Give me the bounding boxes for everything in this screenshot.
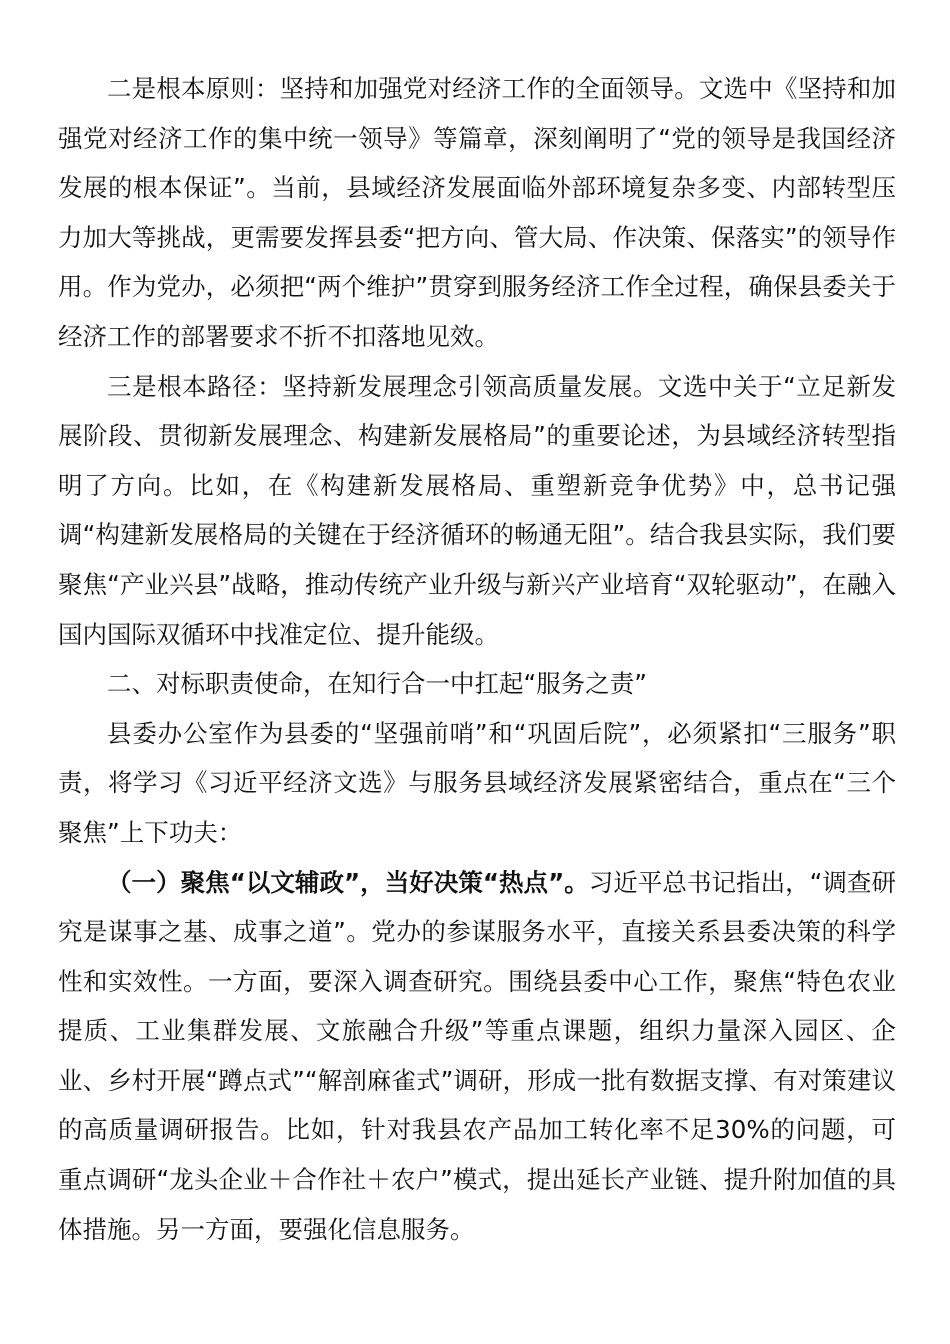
focus-one-lead: （一）聚焦“以文辅政”，当好决策“热点”。 [107, 867, 589, 897]
paragraph-path-text: 三是根本路径：坚持新发展理念引领高质量发展。文选中关于“立足新发展阶段、贯彻新发展理念、构建新发展格局”的重要论述，为县域经济转型指明了方向。比如，在《构建新发展格局、重塑新竞争优势》中，总书记强调“构建新发展格局的关键在于经济循环的畅通无阻”。结合我县实际，我们要聚焦“产业兴县”战略，推动传统产业升级与新兴产业培育“双轮驱动”，在融入国内国际双循环中找准定位、提升能级。 [58, 371, 896, 649]
focus-one-text: 习近平总书记指出，“调查研究是谋事之基、成事之道”。党办的参谋服务水平，直接关系县委决策的科学性和实效性。一方面，要深入调查研究。围绕县委中心工作，聚焦“特色农业提质、工业集群发展、文旅融合升级”等重点课题，组织力量深入园区、企业、乡村开展“蹲点式”“解剖麻雀式”调研，形成一批有数据支撑、有对策建议的高质量调研报告。比如，针对我县农产品加工转化率不足30%的问题，可重点调研“龙头企业＋合作社＋农户”模式，提出延长产业链、提升附加值的具体措施。另一方面，要强化信息服务。 [58, 867, 896, 1244]
section-heading [58, 659, 896, 709]
paragraph-intro [58, 709, 896, 858]
paragraph-path [58, 362, 896, 660]
paragraph-focus-one [58, 858, 896, 1255]
paragraph-intro-text: 县委办公室作为县委的“坚强前哨”和“巩固后院”，必须紧扣“三服务”职责，将学习《习近平经济文选》与服务县域经济发展紧密结合，重点在“三个聚焦”上下功夫： [58, 718, 896, 847]
paragraph-principle [58, 64, 896, 362]
paragraph-principle-text: 二是根本原则：坚持和加强党对经济工作的全面领导。文选中《坚持和加强党对经济工作的集中统一领导》等篇章，深刻阐明了“党的领导是我国经济发展的根本保证”。当前，县域经济发展面临外部环境复杂多变、内部转型压力加大等挑战，更需要发挥县委“把方向、管大局、作决策、保落实”的领导作用。作为党办，必须把“两个维护”贯穿到服务经济工作全过程，确保县委关于经济工作的部署要求不折不扣落地见效。 [58, 74, 896, 351]
document-page [58, 64, 896, 1254]
section-heading-text: 二、对标职责使命，在知行合一中扛起“服务之责” [107, 669, 647, 699]
